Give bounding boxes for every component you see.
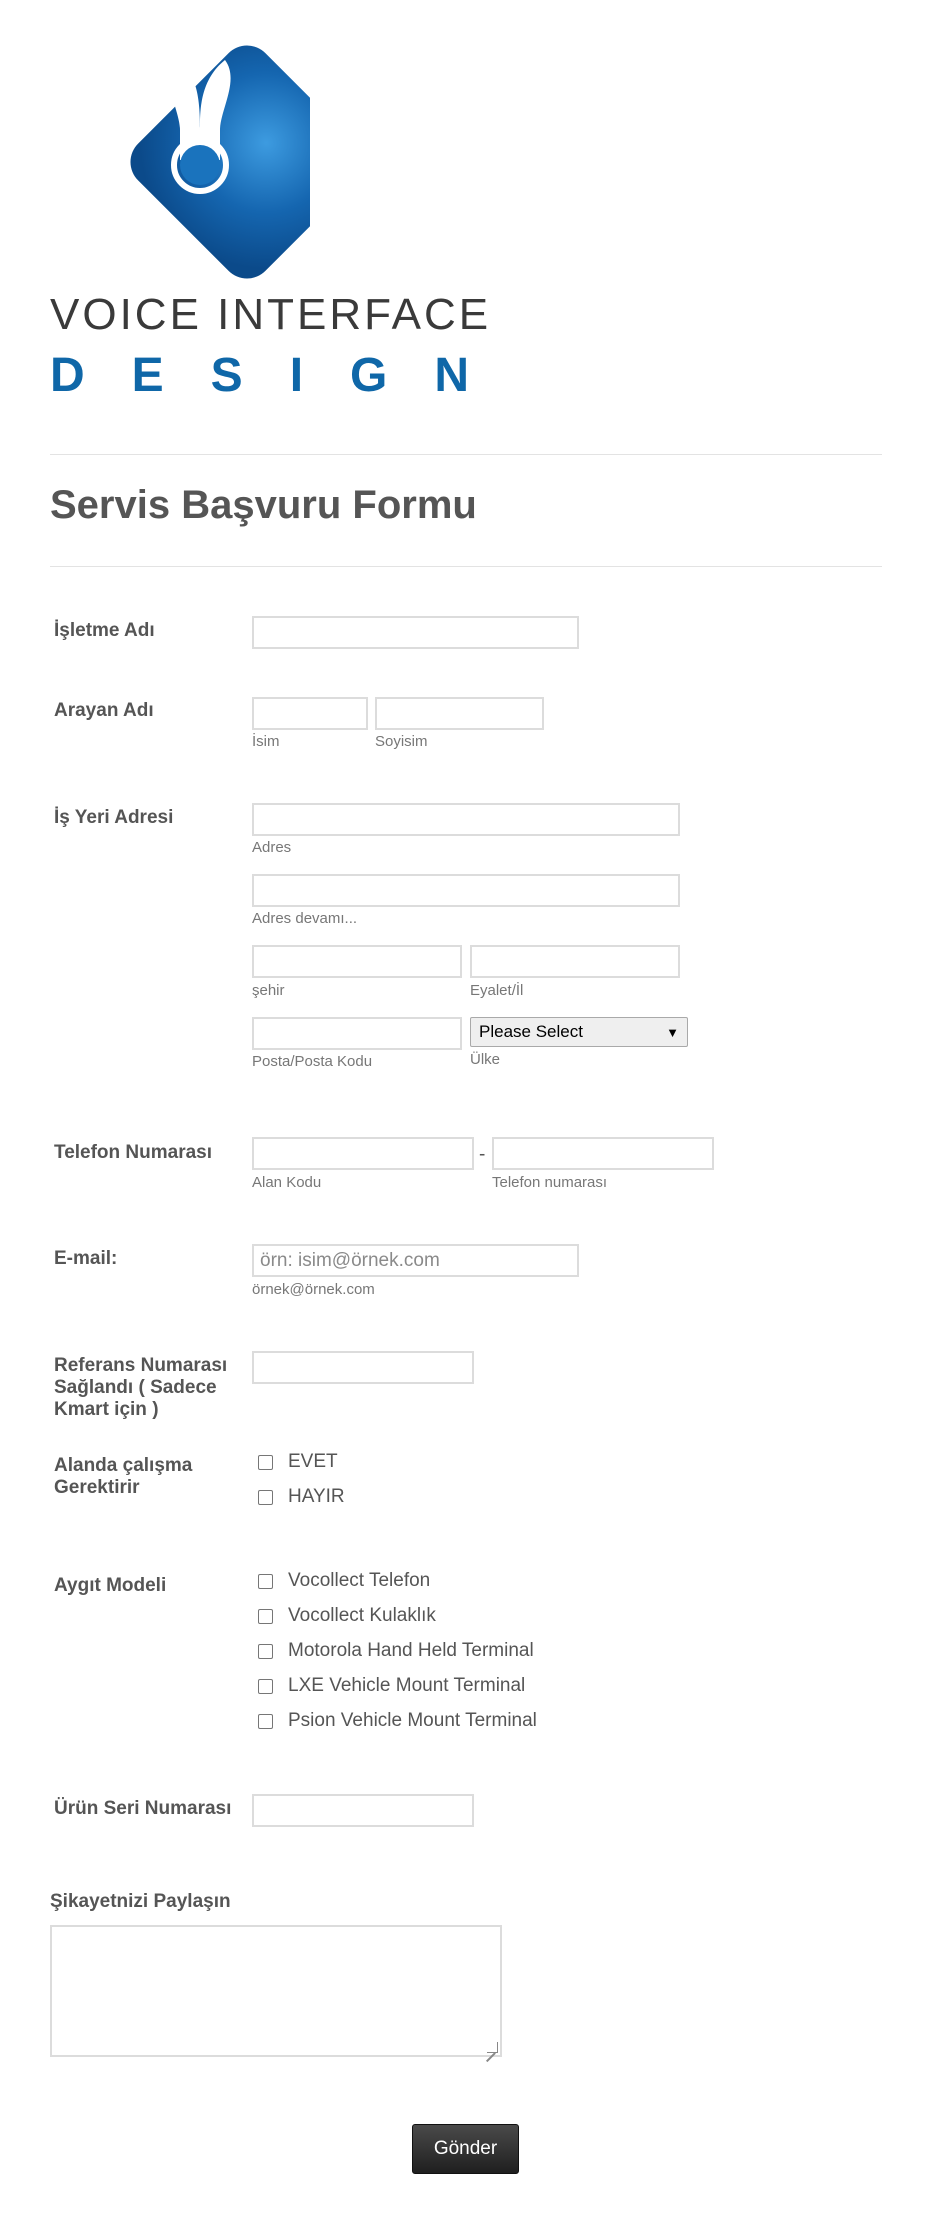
checkbox[interactable] (258, 1490, 273, 1505)
logo-diamond-icon (50, 40, 310, 280)
address-line1-input[interactable] (252, 803, 680, 836)
header-divider-bottom (50, 566, 882, 567)
checkbox[interactable] (258, 1644, 273, 1659)
option-label: Motorola Hand Held Terminal (288, 1640, 534, 1661)
page-title: Servis Başvuru Formu (50, 483, 477, 527)
postal-code-input[interactable] (252, 1017, 462, 1050)
reference-label-line1: Referans Numarası (54, 1355, 228, 1376)
city-sublabel: şehir (252, 982, 285, 999)
complaint-label: Şikayetnizi Paylaşın (50, 1891, 231, 1912)
device-option-psion[interactable] (258, 1710, 537, 1732)
checkbox[interactable] (258, 1574, 273, 1589)
phone-number-input[interactable] (492, 1137, 714, 1170)
field-work-option-hayir[interactable] (258, 1486, 345, 1508)
last-name-input[interactable] (375, 697, 544, 730)
reference-input[interactable] (252, 1351, 474, 1384)
submit-button[interactable]: Gönder (412, 2124, 519, 2174)
option-label: LXE Vehicle Mount Terminal (288, 1675, 526, 1696)
country-sublabel: Ülke (470, 1051, 501, 1068)
device-option-vocollect-kulaklik[interactable] (258, 1605, 436, 1627)
caller-name-label: Arayan Adı (54, 700, 154, 721)
state-input[interactable] (470, 945, 680, 978)
complaint-textarea[interactable] (50, 1925, 502, 2057)
phone-label: Telefon Numarası (54, 1142, 213, 1163)
area-code-input[interactable] (252, 1137, 474, 1170)
email-sublabel: örnek@örnek.com (252, 1281, 375, 1298)
resize-handle-icon[interactable] (487, 2042, 498, 2053)
address-line1-sublabel: Adres (252, 839, 292, 856)
postal-code-sublabel: Posta/Posta Kodu (252, 1053, 373, 1070)
chevron-down-icon: ▼ (666, 1024, 679, 1040)
option-label: HAYIR (288, 1486, 345, 1507)
reference-label-line2: Sağlandı ( Sadece (54, 1377, 217, 1398)
address-line2-sublabel: Adres devamı... (252, 910, 358, 927)
field-work-label-line1: Alanda çalışma (54, 1455, 193, 1476)
logo-text-voice: VOICE INTERFACE (50, 290, 492, 339)
first-name-sublabel: İsim (252, 733, 280, 750)
address-line2-input[interactable] (252, 874, 680, 907)
business-name-input[interactable] (252, 616, 579, 649)
last-name-sublabel: Soyisim (375, 733, 428, 750)
reference-label (54, 1355, 227, 1421)
checkbox[interactable] (258, 1714, 273, 1729)
phone-number-sublabel: Telefon numarası (492, 1174, 608, 1191)
option-label: Vocollect Telefon (288, 1570, 431, 1591)
phone-separator: - (479, 1144, 486, 1165)
logo-text-design: DESIGN (50, 349, 517, 402)
email-label: E-mail: (54, 1248, 118, 1269)
first-name-input[interactable] (252, 697, 368, 730)
checkbox[interactable] (258, 1679, 273, 1694)
city-input[interactable] (252, 945, 462, 978)
serial-input[interactable] (252, 1794, 474, 1827)
option-label: Vocollect Kulaklık (288, 1605, 436, 1626)
country-select-value: Please Select (479, 1022, 583, 1041)
business-name-label: İşletme Adı (54, 620, 155, 641)
address-label: İş Yeri Adresi (54, 807, 174, 828)
state-sublabel: Eyalet/İl (470, 982, 524, 999)
device-option-lxe[interactable] (258, 1675, 525, 1697)
option-label: Psion Vehicle Mount Terminal (288, 1710, 537, 1731)
device-option-vocollect-telefon[interactable] (258, 1570, 430, 1592)
email-input[interactable] (252, 1244, 579, 1277)
field-work-label-line2: Gerektirir (54, 1477, 140, 1498)
checkbox[interactable] (258, 1609, 273, 1624)
device-option-motorola[interactable] (258, 1640, 534, 1662)
header-divider-top (50, 454, 882, 455)
serial-label: Ürün Seri Numarası (54, 1798, 232, 1819)
field-work-label (54, 1455, 192, 1499)
checkbox[interactable] (258, 1455, 273, 1470)
area-code-sublabel: Alan Kodu (252, 1174, 322, 1191)
device-model-label: Aygıt Modeli (54, 1575, 167, 1596)
country-select[interactable] (470, 1017, 688, 1047)
field-work-option-evet[interactable] (258, 1451, 338, 1473)
company-logo (50, 40, 517, 420)
option-label: EVET (288, 1451, 338, 1472)
reference-label-line3: Kmart için ) (54, 1399, 159, 1420)
